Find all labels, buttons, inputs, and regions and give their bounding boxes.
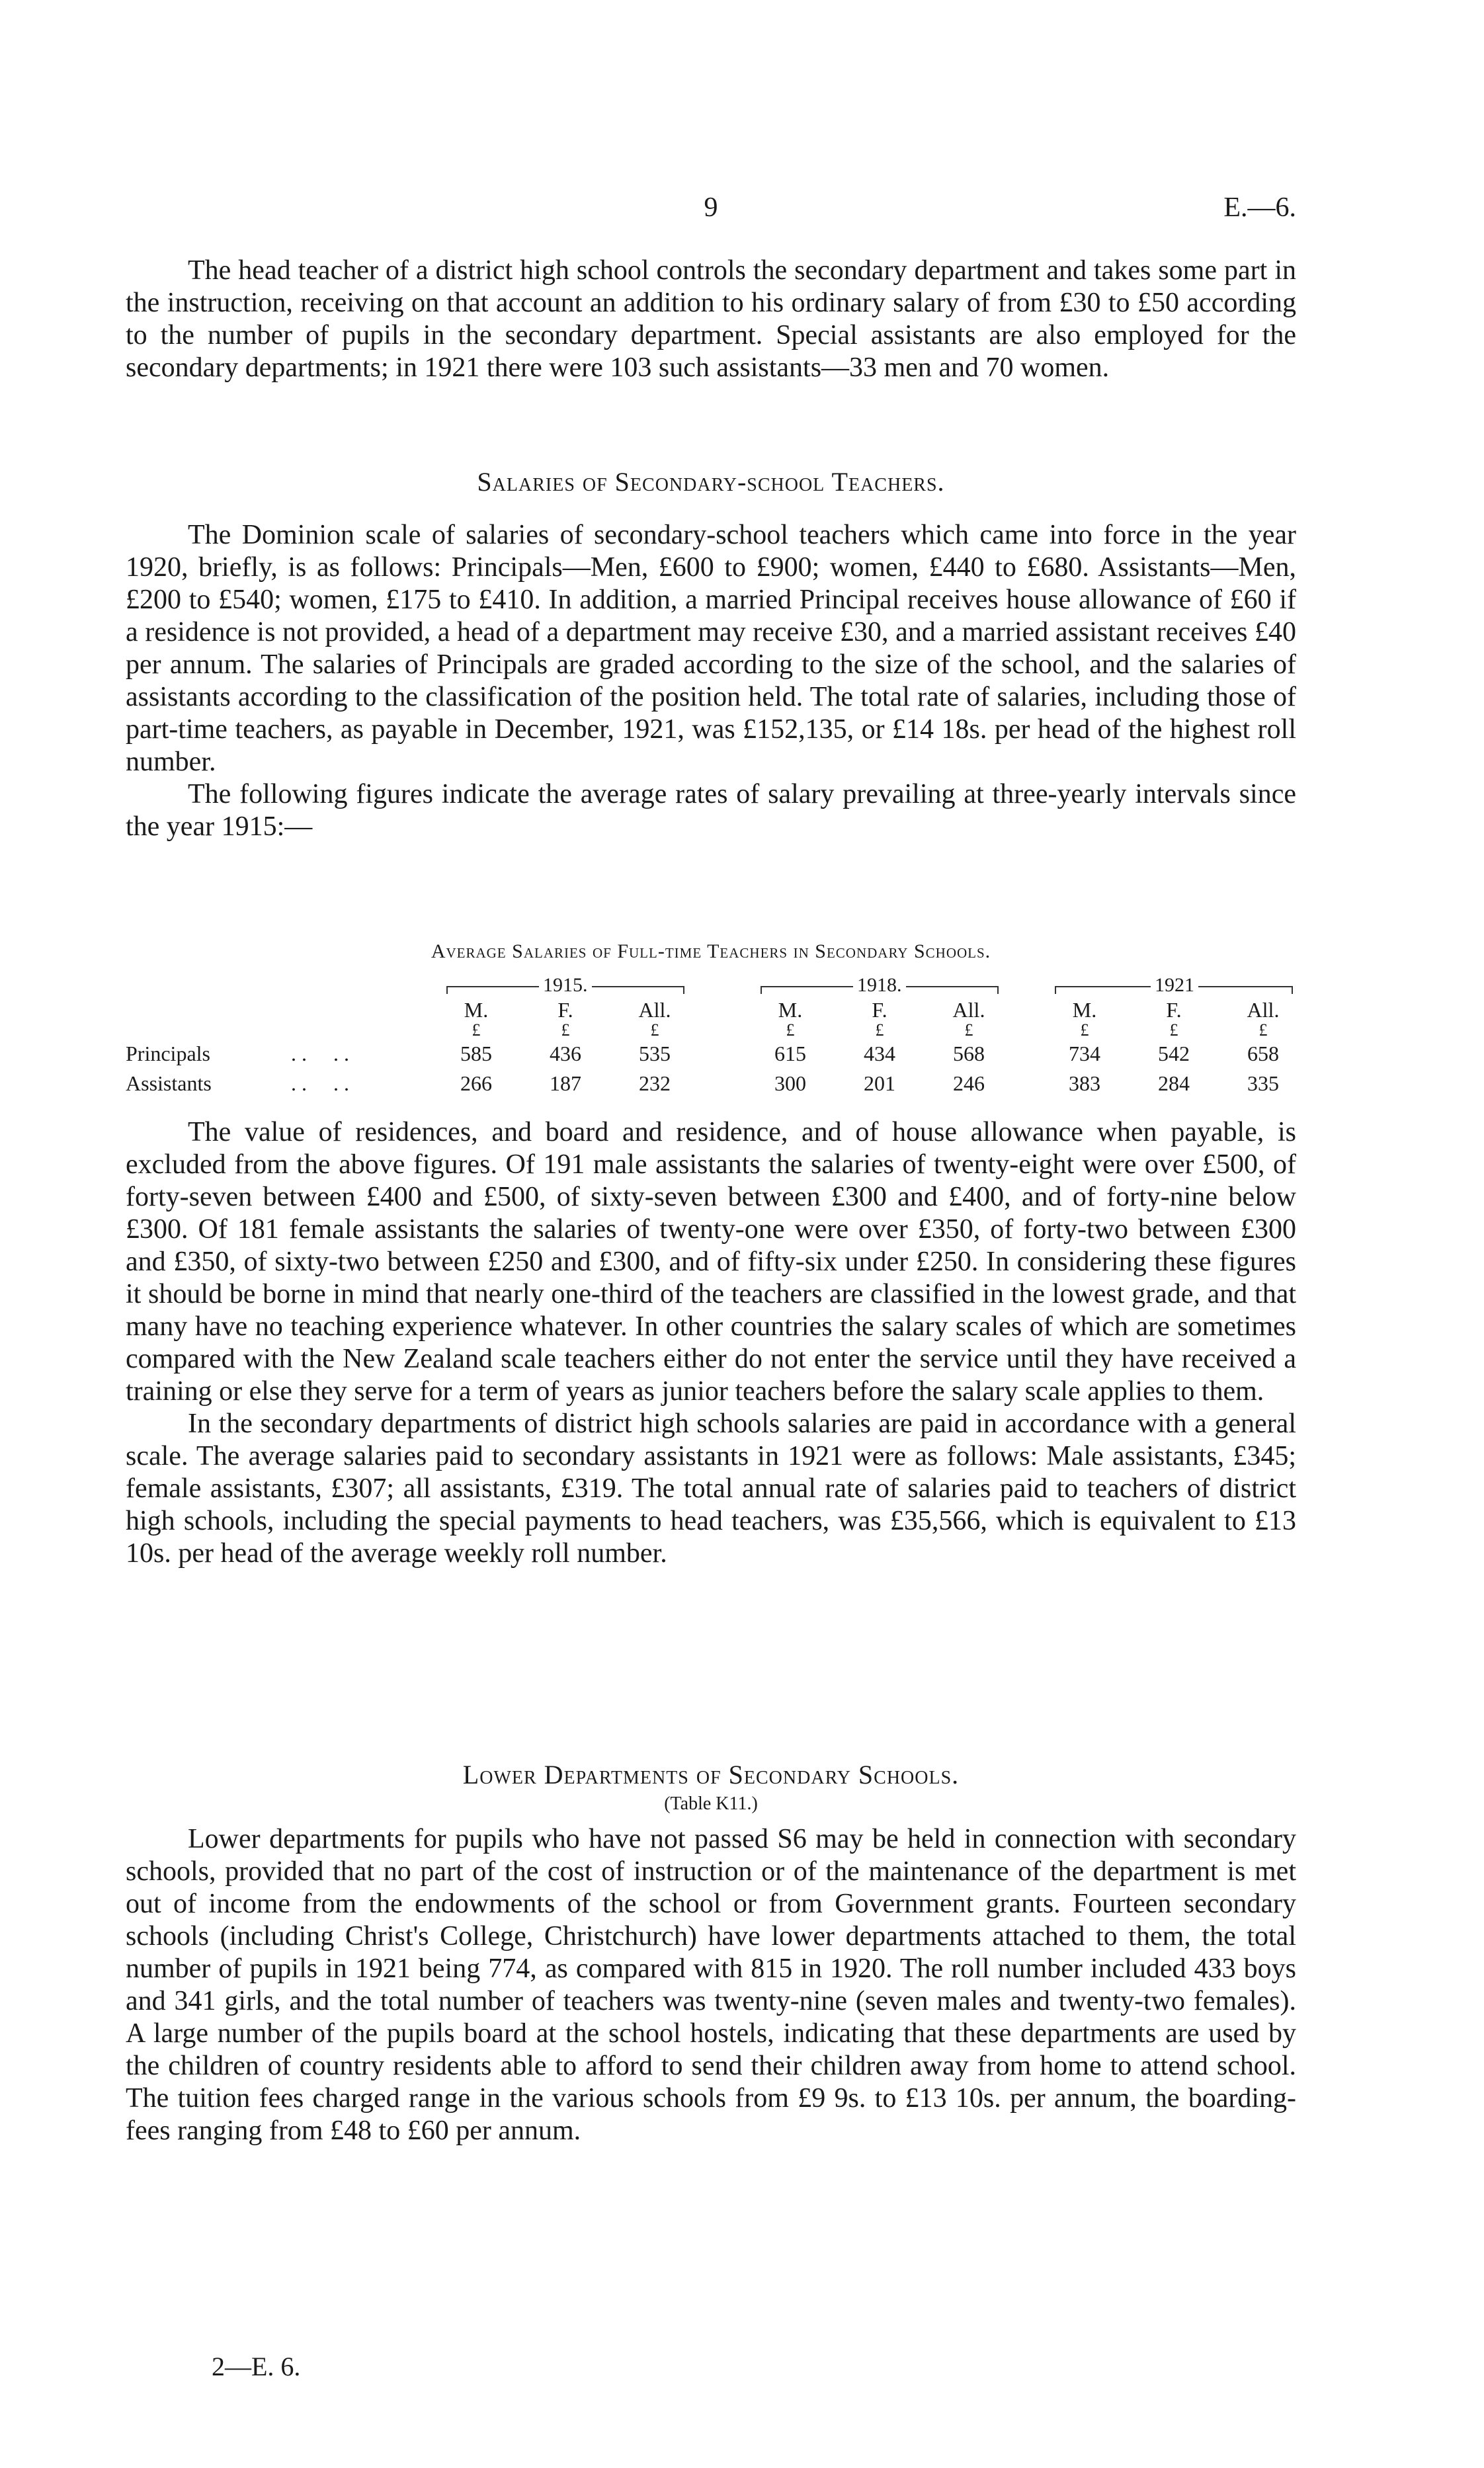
column-header: M. — [464, 998, 489, 1022]
column-header: F. — [872, 998, 887, 1022]
unit-label: £ — [964, 1020, 973, 1040]
table-cell: 568 — [953, 1042, 985, 1065]
paragraph: The head teacher of a district high school controls the secondary department and takes some part in the instruction, receiving on that account an addition to his ordinary salary of from £30 to £50 according to the number of pupils in the secondary department. Special assistants are also employed for the secondary departments; in 1921 there were 103 such assistants—33 men and 70 women. — [126, 255, 1296, 383]
unit-label: £ — [875, 1020, 884, 1040]
column-header: All. — [1247, 998, 1280, 1022]
table-cell: 232 — [639, 1071, 671, 1095]
column-header: All. — [952, 998, 985, 1022]
unit-label: £ — [472, 1020, 481, 1040]
table-cell: 542 — [1158, 1042, 1190, 1065]
table-cell: 266 — [460, 1071, 492, 1095]
row-label-principals: Principals — [126, 1042, 210, 1065]
column-header: M. — [778, 998, 803, 1022]
unit-label: £ — [1169, 1020, 1178, 1040]
paragraph: Lower departments for pupils who have not passed S6 may be held in connection with secondary schools, provided that no part of the cost of instruction or of the maintenance of the department is met out of income from the endowments of the school or from Government grants. Fourteen secondary schools (including Christ's College, Christchurch) have lower departments attached to them, the total number of pupils in 1921 being 774, as compared with 815 in 1920. The roll number included 433 boys and 341 girls, and the total number of teachers was twenty-nine (seven males and twenty-two females). A large number of the pupils board at the school hostels, indicating that these departments are used by the children of country residents able to afford to send their children away from home to attend school. The tuition fees charged range in the various schools from £9 9s. to £13 10s. per annum, the boarding-fees ranging from £48 to £60 per annum. — [126, 1824, 1296, 2146]
salary-table — [126, 975, 1296, 1101]
table-cell: 734 — [1069, 1042, 1100, 1065]
paragraph: The value of residences, and board and residence, and of house allowance when payable, is excluded from the above figures. Of 191 male assistants the salaries of twenty-eight were over £500, of forty-seven between £400 and £500, of sixty-seven between £300 and £400, and of forty-nine below £300. Of 181 female assistants the salaries of twenty-one were over £350, of forty-two between £300 and £350, of sixty-two between £250 and £300, and of fifty-six under £250. In considering these figures it should be borne in mind that nearly one-third of the teachers are classified in the lowest grade, and that many have no teaching experience whatever. In other countries the salary scales of which are sometimes compared with the New Zealand scale teachers either do not enter the service until they have received a training or else they serve for a term of years as junior teachers before the salary scale applies to them. — [126, 1117, 1296, 1407]
document-code: E.—6. — [1223, 192, 1296, 223]
table-cell: 383 — [1069, 1071, 1100, 1095]
table-cell: 187 — [550, 1071, 581, 1095]
unit-label: £ — [1258, 1020, 1268, 1040]
year-header: 1921 — [1151, 974, 1198, 997]
section-heading-salaries: Salaries of Secondary-school Teachers. — [477, 467, 945, 497]
paragraph: The following figures indicate the average rates of salary prevailing at three-yearly intervals since the year 1915:— — [126, 779, 1296, 842]
table-reference: (Table K11.) — [664, 1793, 758, 1814]
year-header: 1915. — [539, 974, 592, 997]
page-header — [126, 192, 1296, 231]
section-heading-lower-departments: Lower Departments of Secondary Schools. — [462, 1760, 960, 1789]
signature-mark: 2—E. 6. — [212, 2352, 301, 2381]
table-cell: 300 — [774, 1071, 806, 1095]
column-header: F. — [1166, 998, 1182, 1022]
leader-dots: . . . . — [291, 1042, 349, 1065]
table-cell: 201 — [864, 1071, 895, 1095]
salaries-block — [126, 519, 1296, 843]
intro-block — [126, 255, 1296, 384]
table-cell: 585 — [460, 1042, 492, 1065]
year-header: 1918. — [853, 974, 906, 997]
table-cell: 284 — [1158, 1071, 1190, 1095]
analysis-block — [126, 1116, 1296, 1570]
unit-label: £ — [1080, 1020, 1089, 1040]
column-header: All. — [638, 998, 671, 1022]
lower-departments-block — [126, 1823, 1296, 2147]
table-cell: 246 — [953, 1071, 985, 1095]
paragraph: In the secondary departments of district high schools salaries are paid in accordance with a general scale. The average salaries paid to secondary assistants in 1921 were as follows: Male assistants, £345; female assistants, £307; all assistants, £319. The total annual rate of salaries paid to teachers of district high schools, including the special payments to head teachers, was £35,566, which is equivalent to £13 10s. per head of the average weekly roll number. — [126, 1409, 1296, 1569]
unit-label: £ — [650, 1020, 659, 1040]
table-cell: 615 — [774, 1042, 806, 1065]
column-header: F. — [557, 998, 573, 1022]
table-title: Average Salaries of Full-time Teachers in Secondary Schools. — [431, 940, 991, 962]
table-cell: 436 — [550, 1042, 581, 1065]
unit-label: £ — [786, 1020, 795, 1040]
table-cell: 658 — [1247, 1042, 1279, 1065]
leader-dots: . . . . — [291, 1071, 349, 1095]
table-cell: 434 — [864, 1042, 895, 1065]
table-cell: 535 — [639, 1042, 671, 1065]
table-cell: 335 — [1247, 1071, 1279, 1095]
unit-label: £ — [561, 1020, 570, 1040]
paragraph: The Dominion scale of salaries of secondary-school teachers which came into force in the year 1920, briefly, is as follows: Principals—Men, £600 to £900; women, £440 to £680. Assistants—Men, £200 to £540; women, £175 to £410. In addition, a married Principal receives house allowance of £60 if a residence is not provided, a head of a department may receive £30, and a married assistant receives £40 per annum. The salaries of Principals are graded according to the size of the school, and the salaries of assistants according to the classification of the position held. The total rate of salaries, including those of part-time teachers, as payable in December, 1921, was £152,135, or £14 18s. per head of the highest roll number. — [126, 520, 1296, 777]
column-header: M. — [1072, 998, 1097, 1022]
row-label-assistants: Assistants — [126, 1071, 212, 1095]
page-number: 9 — [704, 192, 718, 223]
